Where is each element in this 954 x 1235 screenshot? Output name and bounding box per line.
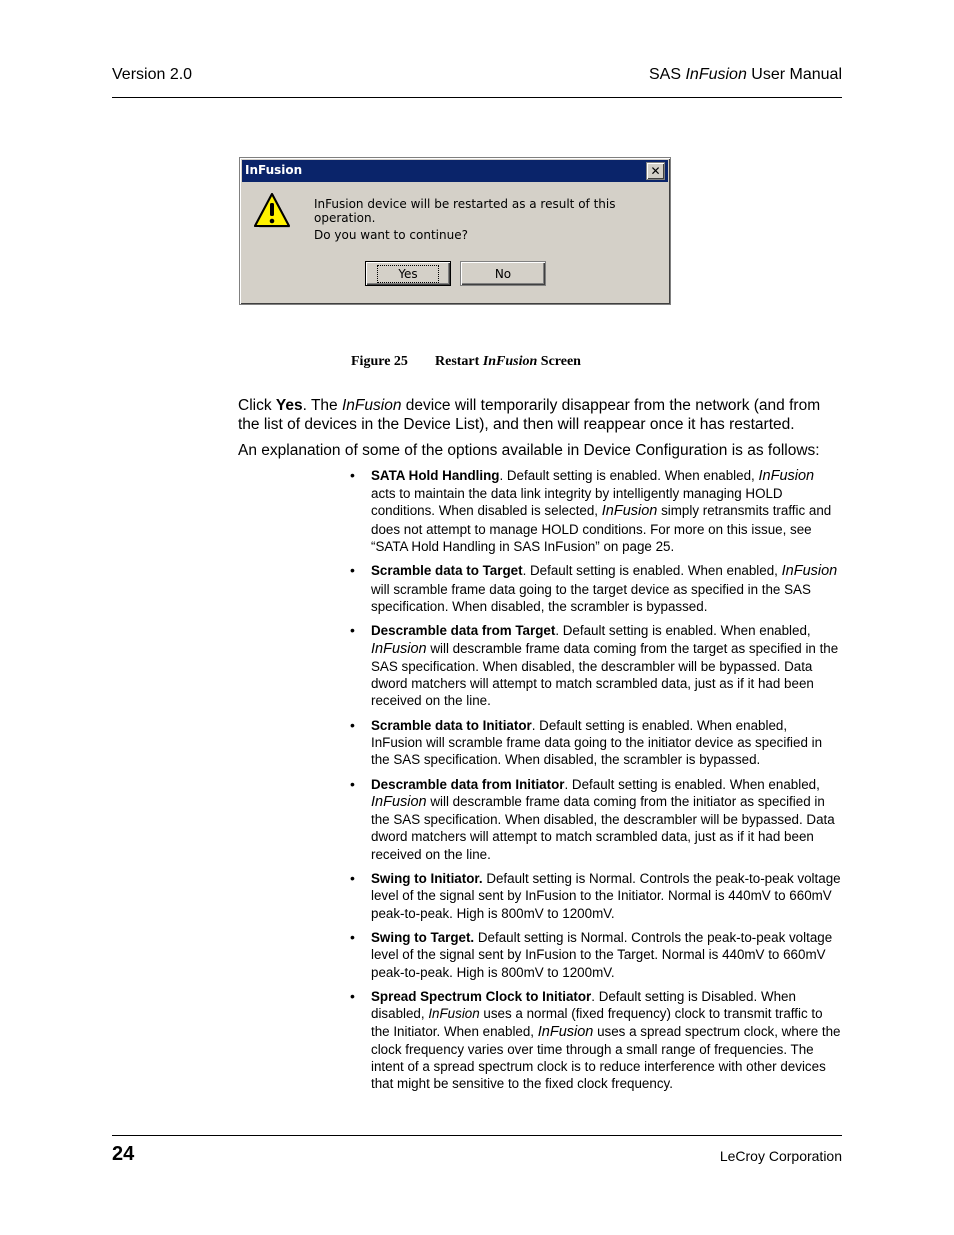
footer-rule (112, 1135, 842, 1136)
header-text: SAS (649, 66, 686, 83)
option-term: Descramble data from Initiator (371, 776, 565, 792)
para-text: . The (302, 397, 342, 414)
para-italic: InFusion (341, 397, 402, 414)
option-text: will descramble frame data coming from the target as specified in the SAS specification. When disabled, the descrambler will be bypassed. Data dword matchers will attempt to match scrambled data, just as if it had been received on the line. (371, 640, 839, 709)
bullet-icon: • (350, 467, 355, 483)
option-text: acts to maintain the data link integrity by intelligently managing HOLD conditions. When disabled is selected, (371, 486, 783, 519)
bullet-icon: • (350, 716, 355, 733)
option-italic: InFusion (781, 563, 838, 580)
paragraph-click-yes (238, 396, 842, 434)
dialog-titlebar (242, 160, 668, 182)
footer-company: LeCroy Corporation (719, 1148, 842, 1164)
option-text: simply retransmits traffic and does not attempt to manage HOLD conditions. For more on this issue, see “SATA Hold Handling in SAS InFusion” on page 25. (371, 503, 832, 554)
caption-text: Screen (537, 354, 581, 369)
bullet-icon: • (350, 988, 355, 1005)
infusion-dialog (239, 157, 671, 305)
close-icon[interactable]: ✕ (646, 162, 665, 180)
dialog-question: Do you want to continue? (314, 228, 468, 242)
dialog-title: InFusion (245, 163, 303, 177)
caption-product: InFusion (482, 354, 538, 369)
option-text: . Default setting is enabled. When enabled, (522, 563, 782, 579)
bullet-icon: • (350, 775, 355, 792)
bullet-icon: • (350, 622, 355, 639)
header-rule (112, 97, 842, 98)
list-item (350, 870, 842, 922)
option-italic: InFusion (758, 468, 815, 484)
yes-button[interactable] (365, 261, 451, 286)
option-term: Scramble data to Initiator (371, 717, 532, 733)
option-text: . Default setting is enabled. When enabled, (555, 623, 811, 639)
option-term: Swing to Initiator. (371, 871, 483, 887)
option-text: . Default setting is enabled. When enabled, (499, 468, 759, 483)
list-item (350, 929, 842, 981)
option-text: Default setting is Normal. Controls the peak-to-peak voltage level of the signal sent by InFusion to the Target. Normal is 440mV to 660mV peak-to-peak. High is 800mV to 1200mV. (371, 930, 833, 980)
option-text: will scramble frame data going to the target device as specified in the SAS specification. When disabled, the scrambler is bypassed. (371, 581, 811, 614)
option-italic: InFusion (371, 640, 427, 657)
bullet-icon: • (350, 929, 355, 946)
option-text: will descramble frame data coming from the initiator as specified in the SAS specification. When disabled, the descrambler will be bypassed. Data dword matchers will attempt to match scrambled data, just as if it had been received on the line. (371, 794, 835, 862)
option-term: Descramble data from Target (371, 623, 556, 639)
para-text: device will temporarily disappear from the network (and from the list of devices in the Device List), and then will reappear once it has restarted. (238, 397, 821, 433)
option-italic: InFusion (601, 503, 658, 520)
option-text: . Default setting is enabled. When enabled, InFusion will scramble frame data going to the initiator device as specified in the SAS specification. When disabled, the scrambler is bypassed. (371, 717, 823, 768)
header-version: Version 2.0 (112, 66, 193, 83)
option-italic: InFusion (537, 1023, 594, 1040)
page-number: 24 (112, 1143, 135, 1165)
header-manual-title (649, 66, 842, 84)
no-button[interactable]: No (460, 261, 546, 286)
option-text: Default setting is Normal. Controls the peak-to-peak voltage level of the signal sent by InFusion to the Initiator. Normal is 440mV to 660mV peak-to-peak. High is 800mV to 1200mV. (371, 871, 841, 921)
option-italic: InFusion (428, 1006, 480, 1022)
option-term: Scramble data to Target (371, 563, 523, 579)
warning-icon (253, 192, 291, 230)
caption-text: Restart (435, 354, 483, 369)
option-term: Swing to Target. (371, 930, 475, 946)
option-term: SATA Hold Handling (371, 468, 500, 483)
header-text: User Manual (746, 66, 842, 83)
figure-number: Figure 25 (351, 354, 408, 369)
options-list (350, 467, 842, 1100)
header-product: InFusion (685, 66, 747, 83)
list-item (350, 988, 842, 1092)
dialog-message: InFusion device will be restarted as a result of this operation. (314, 197, 616, 225)
option-term: Spread Spectrum Clock to Initiator (371, 989, 592, 1005)
yes-button-label: Yes (377, 265, 438, 283)
option-text: . Default setting is enabled. When enabled, (564, 776, 820, 792)
option-text: . Default setting is Disabled. When disabled, (371, 989, 796, 1022)
list-item (350, 467, 842, 555)
paragraph-explanation: An explanation of some of the options available in Device Configuration is as follows: (238, 442, 820, 459)
bullet-icon: • (350, 562, 355, 579)
list-item (350, 717, 842, 769)
option-text: uses a normal (fixed frequency) clock to transmit traffic to the Initiator. When enabled, (371, 1006, 823, 1039)
list-item (350, 622, 842, 709)
list-item (350, 562, 842, 615)
list-item (350, 776, 842, 863)
figure-caption (351, 354, 581, 370)
para-bold: Yes (275, 397, 303, 414)
option-text: uses a spread spectrum clock, where the clock frequency varies over time through a small range of frequencies. The intent of a spread spectrum clock is to reduce interference with other devices that might be sensitive to the fixed clock frequency. (371, 1023, 841, 1092)
para-text: Click (238, 397, 276, 414)
bullet-icon: • (350, 870, 355, 887)
option-italic: InFusion (371, 794, 427, 811)
